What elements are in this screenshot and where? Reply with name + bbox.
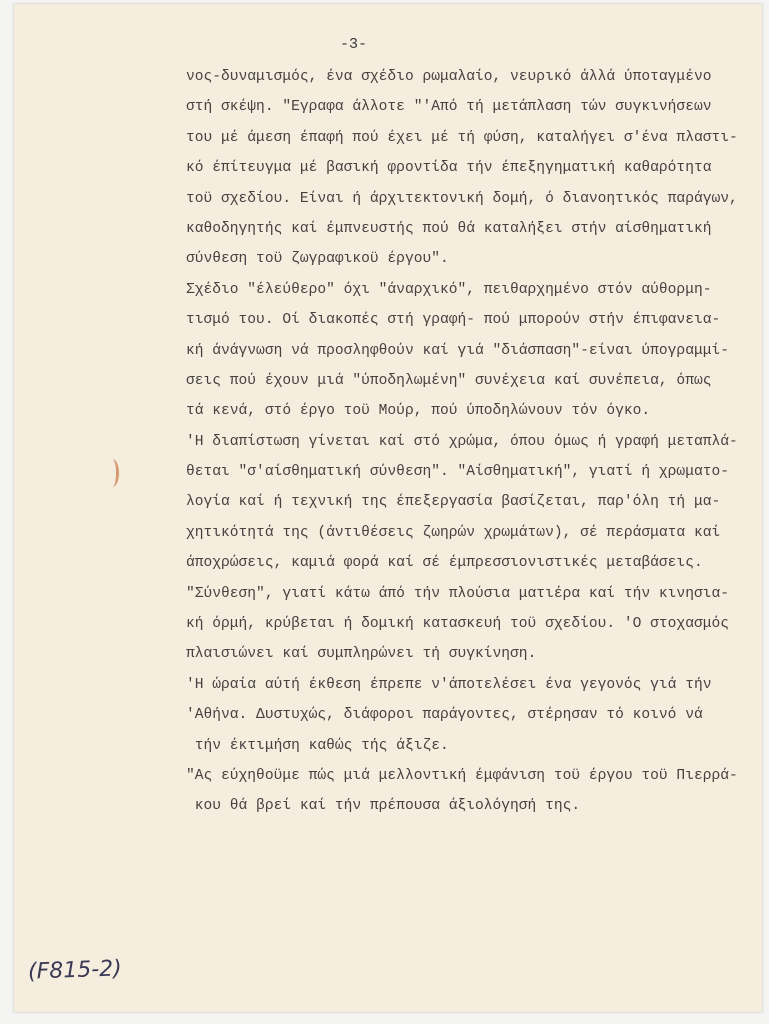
text-line: "Σύνθεση", γιατί κάτω άπό τήν πλούσια ματιέρα καί τήν κινησια- xyxy=(186,585,729,602)
text-line: κή άνάγνωση νά προσληφθούν καί γιά "διάσπαση"-είναι ύπογραμμί- xyxy=(186,342,729,359)
text-line: άποχρώσεις, καμιά φορά καί σέ έμπρεσσιονιστικές μεταβάσεις. xyxy=(186,555,703,572)
text-line: "Ας εύχηθοϋμε πώς μιά μελλοντική έμφάνιση τοϋ έργου τοϋ Πιερρά- xyxy=(186,767,738,784)
text-line: σεις πού έχουν μιά "ύποδηλωμένη" συνέχεια καί συνέπεια, όπως xyxy=(186,372,712,389)
text-line: τήν έκτιμήση καθώς τής άξιζε. xyxy=(186,737,449,754)
text-line: λογία καί ή τεχνική της έπεξεργασία βασίζεται, παρ'όλη τή μα- xyxy=(186,494,721,511)
text-line: του μέ άμεση έπαφή πού έχει μέ τή φύση, καταλήγει σ'ένα πλαστι- xyxy=(186,129,738,146)
text-line: 'Αθήνα. Δυστυχώς, διάφοροι παράγοντες, στέρησαν τό κοινό νά xyxy=(186,707,703,724)
text-line: καθοδηγητής καί έμπνευστής πού θά καταλήξει στήν αίσθηματική xyxy=(186,220,712,237)
rust-stain xyxy=(106,459,119,487)
text-line: τά κενά, στό έργο τοϋ Μούρ, πού ύποδηλώνουν τόν όγκο. xyxy=(186,403,651,420)
text-line: στή σκέψη. "Εγραφα άλλοτε "'Από τή μετάπλαση τών συγκινήσεων xyxy=(186,99,712,116)
text-line: τοϋ σχεδίου. Είναι ή άρχιτεκτονική δομή, ό διανοητικός παράγων, xyxy=(186,190,738,207)
document-page xyxy=(14,4,762,1012)
text-line: κου θά βρεί καί τήν πρέπουσα άξιολόγησή της. xyxy=(186,798,581,815)
text-line: θεται "σ'αίσθηματική σύνθεση". "Αίσθηματική", γιατί ή χρωματο- xyxy=(186,464,729,481)
text-line: νος-δυναμισμός, ένα σχέδιο ρωμαλαίο, νευρικό άλλά ύποταγμένο xyxy=(186,69,712,85)
text-line: σύνθεση τοϋ ζωγραφικοϋ έργου". xyxy=(186,251,449,268)
page-number: -3- xyxy=(340,36,368,53)
handwritten-archive-number: (F815-2) xyxy=(27,956,123,985)
text-line: χητικότητά της (άντιθέσεις ζωηρών χρωμάτων), σέ περάσματα καί xyxy=(186,524,721,541)
text-line: 'Η διαπίστωση γίνεται καί στό χρώμα, όπου όμως ή γραφή μεταπλά- xyxy=(186,433,738,450)
text-line: τισμό του. Οί διακοπές στή γραφή- πού μπορούν στήν έπιφανεια- xyxy=(186,312,721,329)
text-line: κό έπίτευγμα μέ βασική φροντίδα τήν έπεξηγηματική καθαρότητα xyxy=(186,160,712,177)
text-line: Σχέδιο "έλεύθερο" όχι "άναρχικό", πειθαρχημένο στόν αύθορμη- xyxy=(186,281,712,298)
text-line: πλαισιώνει καί συμπληρώνει τή συγκίνηση. xyxy=(186,646,537,663)
text-line: κή όρμή, κρύβεται ή δομική κατασκευή τοϋ σχεδίου. 'Ο στοχασμός xyxy=(186,616,729,633)
typewritten-body xyxy=(186,62,766,822)
text-line: 'Η ώραία αύτή έκθεση έπρεπε ν'άποτελέσει ένα γεγονός γιά τήν xyxy=(186,676,712,693)
